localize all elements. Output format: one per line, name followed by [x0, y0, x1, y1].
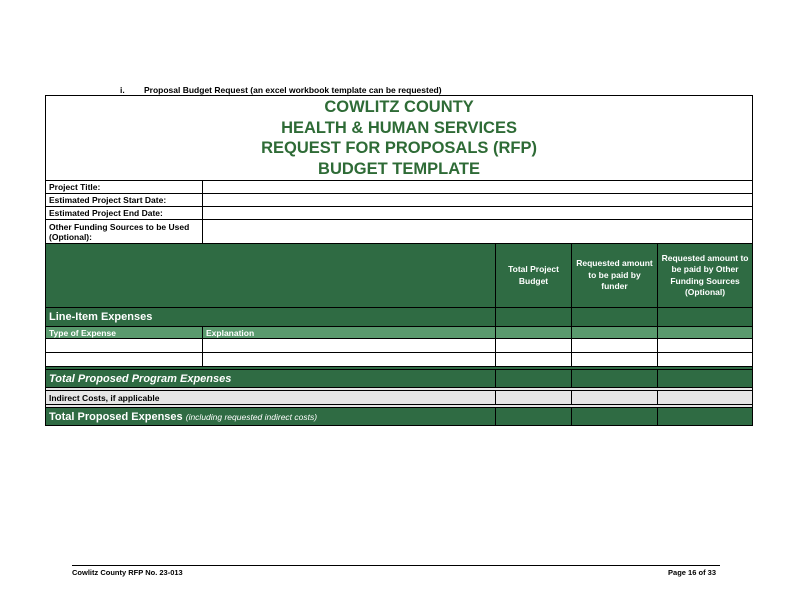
requested-funder-header: Requested amount to be paid by funder — [572, 244, 658, 308]
other-funding-field[interactable] — [203, 220, 753, 244]
indirect-other-cell[interactable] — [658, 391, 753, 405]
title-line-template: BUDGET TEMPLATE — [318, 159, 480, 178]
project-title-label: Project Title: — [46, 181, 203, 194]
footer-page-number: Page 16 of 33 — [668, 568, 716, 577]
total-proposed-cell-2 — [572, 408, 658, 426]
footer-document-id: Cowlitz County RFP No. 23-013 — [72, 568, 183, 577]
section-caption — [120, 85, 442, 95]
title-block — [46, 96, 753, 181]
expense-total-cell[interactable] — [496, 353, 572, 367]
expense-other-cell[interactable] — [658, 353, 753, 367]
total-program-cell-3 — [658, 370, 753, 388]
expense-explanation-cell[interactable] — [203, 339, 496, 353]
header-blank-cell — [46, 244, 496, 308]
explanation-header: Explanation — [203, 327, 496, 339]
indirect-total-cell[interactable] — [496, 391, 572, 405]
start-date-field[interactable] — [203, 194, 753, 207]
budget-template-table — [45, 95, 753, 426]
total-proposed-expenses-label — [46, 408, 496, 426]
start-date-label: Estimated Project Start Date: — [46, 194, 203, 207]
subheader-cell-3 — [658, 327, 753, 339]
indirect-costs-label: Indirect Costs, if applicable — [46, 391, 496, 405]
title-line-department: HEALTH & HUMAN SERVICES — [281, 118, 517, 137]
total-program-cell-2 — [572, 370, 658, 388]
other-funding-label: Other Funding Sources to be Used (Optional): — [46, 220, 203, 244]
total-budget-header: Total Project Budget — [496, 244, 572, 308]
line-item-cell-1 — [496, 308, 572, 327]
expense-type-cell[interactable] — [46, 353, 203, 367]
line-item-cell-2 — [572, 308, 658, 327]
type-of-expense-header: Type of Expense — [46, 327, 203, 339]
expense-funder-cell[interactable] — [572, 353, 658, 367]
caption-text: Proposal Budget Request (an excel workbook template can be requested) — [144, 85, 442, 95]
title-line-rfp: REQUEST FOR PROPOSALS (RFP) — [261, 139, 537, 157]
requested-other-header: Requested amount to be paid by Other Funding Sources (Optional) — [658, 244, 753, 308]
caption-number: i. — [120, 85, 125, 95]
end-date-field[interactable] — [203, 207, 753, 220]
expense-funder-cell[interactable] — [572, 339, 658, 353]
project-title-field[interactable] — [203, 181, 753, 194]
total-proposed-expenses-text: Total Proposed Expenses — [49, 410, 183, 423]
expense-total-cell[interactable] — [496, 339, 572, 353]
line-item-cell-3 — [658, 308, 753, 327]
footer-divider — [72, 565, 720, 566]
indirect-funder-cell[interactable] — [572, 391, 658, 405]
title-line-county: COWLITZ COUNTY — [324, 98, 474, 116]
total-program-cell-1 — [496, 370, 572, 388]
expense-explanation-cell[interactable] — [203, 353, 496, 367]
expense-other-cell[interactable] — [658, 339, 753, 353]
subheader-cell-2 — [572, 327, 658, 339]
end-date-label: Estimated Project End Date: — [46, 207, 203, 220]
line-item-expenses-heading: Line-Item Expenses — [46, 308, 496, 327]
subheader-cell-1 — [496, 327, 572, 339]
expense-type-cell[interactable] — [46, 339, 203, 353]
total-proposed-cell-3 — [658, 408, 753, 426]
total-program-expenses-label: Total Proposed Program Expenses — [46, 370, 496, 388]
total-proposed-cell-1 — [496, 408, 572, 426]
total-proposed-expenses-note: (including requested indirect costs) — [185, 411, 318, 422]
